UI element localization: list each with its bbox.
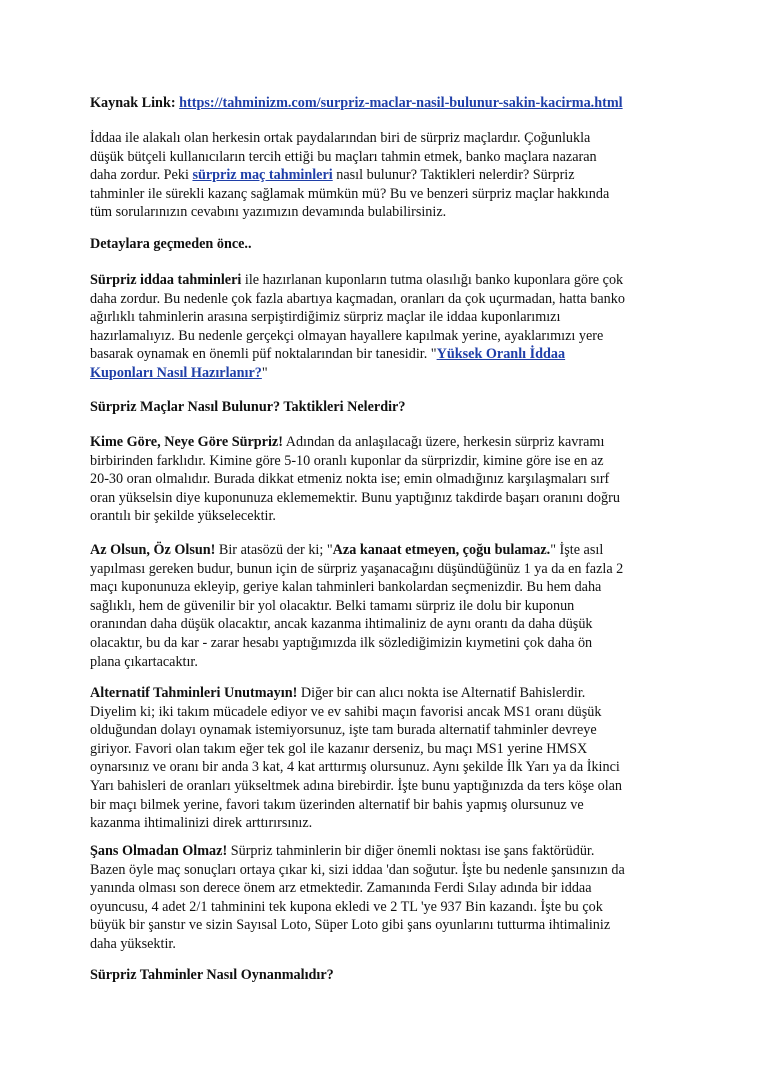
text-line: hazırlamalıyız. Bu nedenle gerçekçi olmayan hayallere kapılmak yerine, ayaklarımızı yere xyxy=(90,327,604,344)
source-line xyxy=(90,94,690,113)
paragraph-kime-gore xyxy=(90,433,690,526)
text-line: maçı kuponunuza ekleyip, geriye kalan tahminleri bankolardan seçmenizdir. Bu hem daha xyxy=(90,579,602,596)
text-span: " xyxy=(261,364,268,381)
text-line: tahminler ile sürekli kazanç sağlamak mümkün mü? Bu ve benzeri sürpriz maçlar hakkında xyxy=(90,185,610,202)
text-span: nasıl bulunur? Taktikleri nelerdir? Sürpriz xyxy=(332,167,575,184)
inline-link-kuponlari[interactable]: Kuponları Nasıl Hazırlanır? xyxy=(90,364,262,381)
text-line: düşük bütçeli kullanıcıların tercih ettiği bu maçları tahmin etmek, banko maçlara nazaran xyxy=(90,148,597,165)
text-line: Bazen öyle maç sonuçları ortaya çıkar ki, sizi iddaa 'dan soğutur. İşte bu nedenle şansınızın da xyxy=(90,861,625,878)
intro-paragraph xyxy=(90,129,690,222)
paragraph-alternatif xyxy=(90,684,690,833)
section-heading xyxy=(90,235,690,254)
text-line: tüm sorularınızın cevabını yazımızın devamında bulabilirsiniz. xyxy=(90,204,447,221)
text-line: yanında olması son derece önem arz etmektedir. Zamanında Ferdi Sılay adında bir iddaa xyxy=(90,880,592,897)
text-line: olacaktır, bu da kar - zarar hesabı yaptığımızda ilk sözlediğimizin kıymetini çok daha ön xyxy=(90,634,593,651)
text-line: kazanma ihtimalinizi direk arttırırsınız. xyxy=(90,815,313,832)
text-span: daha zordur. Peki xyxy=(90,167,193,184)
heading-text: Detaylara geçmeden önce.. xyxy=(90,236,252,252)
text-span: Adından da anlaşılacağı üzere, herkesin sürpriz kavramı xyxy=(282,434,605,450)
source-link[interactable]: https://tahminizm.com/surpriz-maclar-nasil-bulunur-sakin-kacirma.html xyxy=(179,95,623,111)
text-span: Bir atasözü der ki; " xyxy=(215,542,333,558)
text-line: Yarı bahisleri de oranları yükseltmek adına birebirdir. İşte bunu yaptığınızda da ters köşe olan xyxy=(90,777,623,794)
text-line: oynarsınız ve oranı bir anda 3 kat, 4 kat arttırmış olursunuz. Aynı şekilde İlk Yarı ya da İkinci xyxy=(90,759,620,776)
text-line: oranından daha düşük olacaktır, ancak kazanma ihtimaliniz de aynı orantı da daha düşük xyxy=(90,616,593,633)
text-line: oyuncusu, 4 adet 2/1 tahminini tek kupona ekledi ve 2 TL 'ye 937 Bin kazandı. İşte bu çok xyxy=(90,898,603,915)
text-span: ile hazırlanan kuponların tutma olasılığı banko kuponlara göre çok xyxy=(241,272,624,288)
text-line: Diyelim ki; iki takım mücadele ediyor ve ev sahibi maçın favorisi ancak MS1 oranı düşük xyxy=(90,703,602,720)
text-line: birbirinden farklıdır. Kimine göre 5-10 oranlı kuponlar da sürprizdir, kimine göre ise en az xyxy=(90,452,604,469)
bold-lead: Kime Göre, Neye Göre Sürpriz! xyxy=(90,434,283,450)
section-heading xyxy=(90,398,690,417)
text-line: sağlıklı, hem de güvenilir bir yol olacaktır. Belki tamamı sürpriz ile dolu bir kuponun xyxy=(90,597,575,614)
text-line: ağırlıklı tahminlerin arasına serpiştirdiğimiz sürpriz maçlar ile iddaa kuponlarımızı xyxy=(90,309,561,326)
section-heading xyxy=(90,966,690,985)
paragraph-sans xyxy=(90,842,690,954)
bold-lead: Şans Olmadan Olmaz! xyxy=(90,843,228,859)
text-line: orantılı bir şekilde yükselecektir. xyxy=(90,508,276,525)
text-line: bir maçı bilmek yerine, favori takım üzerinden alternatif bir bahis yapmış olursunuz ve xyxy=(90,796,584,813)
inline-link-yuksek-oranli[interactable]: Yüksek Oranlı İddaa xyxy=(436,346,566,363)
text-line: oran yükselsin diye kuponunuza eklememektir. Bunu yaptığınız takdirde başarı oranını doğru xyxy=(90,489,620,506)
text-line: İddaa ile alakalı olan herkesin ortak paydalarından biri de sürpriz maçlardır. Çoğunlukla xyxy=(90,130,591,146)
paragraph-surpriz-iddaa xyxy=(90,271,690,383)
text-line: yapılması gereken budur, bunun için de sürpriz yaşanacağını düşündüğünüz 1 ya da en fazla 2 xyxy=(90,560,624,577)
bold-lead: Alternatif Tahminleri Unutmayın! xyxy=(90,685,298,701)
text-line: büyük bir şanstır ve sizin Sayısal Loto, Süper Loto gibi şans oyunlarını tutturma ihtimaliniz xyxy=(90,917,611,934)
text-line: giriyor. Favori olan takım eğer tek gol ile kazanır derseniz, bu maçı MS1 yerine HMSX xyxy=(90,740,588,757)
text-span: Diğer bir can alıcı nokta ise Alternatif Bahislerdir. xyxy=(297,685,586,701)
text-span: Sürpriz tahminlerin bir diğer önemli noktası ise şans faktörüdür. xyxy=(227,843,595,859)
text-line: olduğundan dolayı oynamak istemiyorsunuz, işte tam burada alternatif tahminler devreye xyxy=(90,722,597,739)
text-line: daha yüksektir. xyxy=(90,935,176,952)
bold-lead: Sürpriz iddaa tahminleri xyxy=(90,272,242,288)
paragraph-az-olsun xyxy=(90,541,690,671)
inline-link-surpriz-mac-tahminleri[interactable]: sürpriz maç tahminleri xyxy=(192,167,333,184)
heading-text: Sürpriz Maçlar Nasıl Bulunur? Taktikleri Nelerdir? xyxy=(90,399,406,415)
text-line: 20-30 oran olmalıdır. Burada dikkat etmeniz nokta ise; emin olmadığınız karşılaşmaları sırf xyxy=(90,471,610,488)
heading-text: Sürpriz Tahminler Nasıl Oynanmalıdır? xyxy=(90,967,334,983)
bold-quote: Aza kanaat etmeyen, çoğu bulamaz. xyxy=(332,542,551,558)
text-line: plana çıkartacaktır. xyxy=(90,653,198,670)
source-label: Kaynak Link: xyxy=(90,95,176,111)
text-span: basarak oynamak en önemli püf noktalarından bir tanesidir. " xyxy=(90,346,437,363)
text-span: " İşte asıl xyxy=(550,542,604,558)
bold-lead: Az Olsun, Öz Olsun! xyxy=(90,542,216,558)
text-line: daha zordur. Bu nedenle çok fazla abartıya kaçmadan, oranları da çok uçurmadan, hatta banko xyxy=(90,290,625,307)
